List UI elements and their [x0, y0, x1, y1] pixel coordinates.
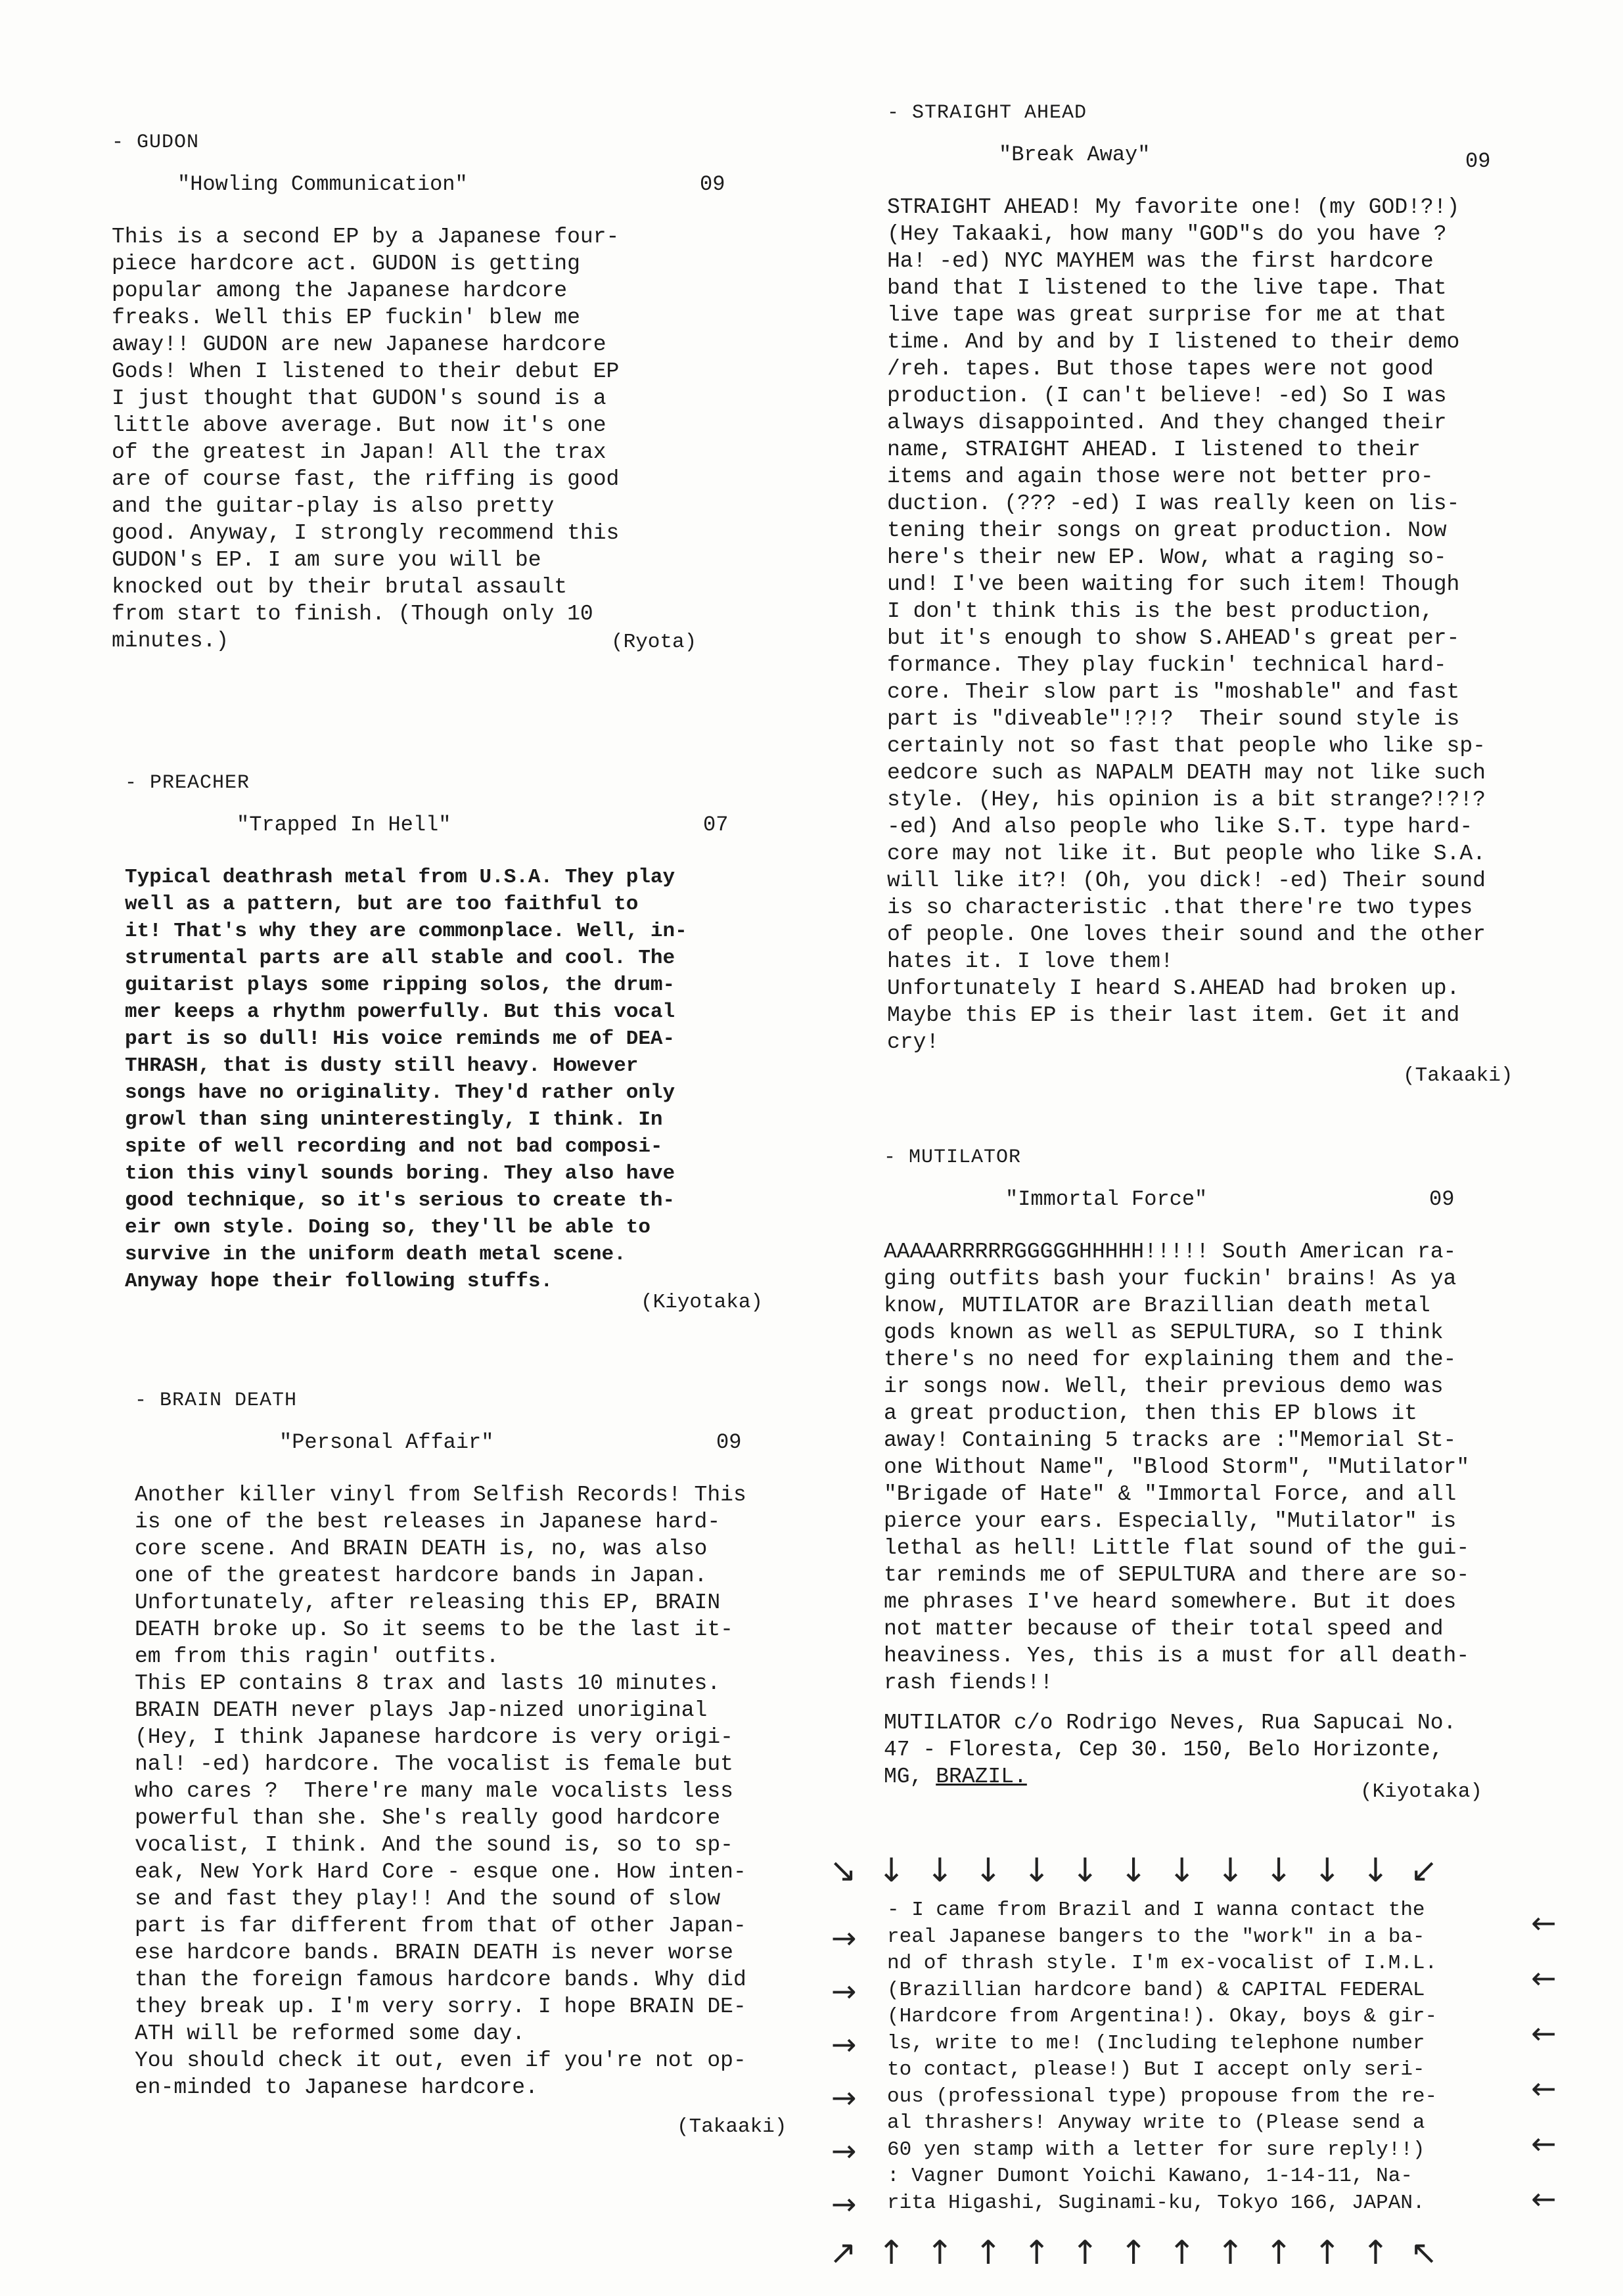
review-gudon — [112, 131, 769, 654]
score: 09 — [700, 172, 725, 196]
release-title: "Trapped In Hell" — [237, 813, 451, 837]
classified-line: : Vagner Dumont Yoichi Kawano, 1-14-11, Na- — [887, 2165, 1413, 2188]
review-line: growl than sing uninterestingly, I think. In — [125, 1108, 663, 1131]
review-line: duction. (??? -ed) I was really keen on lis- — [887, 491, 1460, 516]
review-line: me phrases I've heard somewhere. But it does — [884, 1590, 1457, 1614]
review-line: rash fiends!! — [884, 1671, 1053, 1695]
review-line: tening their songs on great production. Now — [887, 518, 1447, 543]
classified-line: (Brazillian hardcore band) & CAPITAL FEDERAL — [887, 1978, 1425, 2002]
review-line: und! I've been waiting for such item! Though — [887, 572, 1460, 597]
review-line: part is "diveable"!?!? Their sound style is — [887, 707, 1460, 731]
review-line: one Without Name", "Blood Storm", "Mutilator" — [884, 1455, 1470, 1479]
review-line: from start to finish. (Though only 10 — [112, 602, 593, 626]
classified-line: rita Higashi, Suginami-ku, Tokyo 166, JAPAN. — [887, 2191, 1425, 2215]
review-line: ese hardcore bands. BRAIN DEATH is never worse — [135, 1941, 733, 1965]
review-line: GUDON's EP. I am sure you will be — [112, 548, 541, 572]
band-name: - MUTILATOR — [884, 1146, 1022, 1169]
review-line: is so characteristic .that there're two types — [887, 895, 1473, 920]
reviewer-byline: (Takaaki) — [677, 2115, 787, 2138]
review-line: will like it?! (Oh, you dick! -ed) Their sound — [887, 868, 1486, 893]
review-line: not matter because of their total speed and — [884, 1617, 1444, 1641]
score: 09 — [716, 1430, 742, 1454]
review-line: they break up. I'm very sorry. I hope BRAIN DE- — [135, 1994, 746, 2019]
review-body — [125, 864, 802, 1295]
review-line: survive in the uniform death metal scene. — [125, 1243, 626, 1266]
review-line: time. And by and by I listened to their demo — [887, 330, 1460, 354]
address-line: 47 - Floresta, Cep 30. 150, Belo Horizonte, — [884, 1738, 1444, 1762]
review-body — [112, 223, 769, 654]
review-line: a great production, then this EP blows it — [884, 1401, 1417, 1426]
review-line: Unfortunately, after releasing this EP, BRAIN — [135, 1590, 721, 1615]
review-body — [887, 194, 1577, 1056]
classified-line: ls, write to me! (Including telephone number — [887, 2031, 1425, 2055]
classified-line: 60 yen stamp with a letter for sure reply!!) — [887, 2138, 1425, 2161]
review-line: You should check it out, even if you're not op- — [135, 2048, 746, 2073]
review-line: tar reminds me of SEPULTURA and there are so- — [884, 1563, 1470, 1587]
reviewer-byline: (Kiyotaka) — [1360, 1780, 1483, 1803]
review-line: part is far different from that of other Japan- — [135, 1914, 746, 1938]
review-brain-death — [135, 1389, 805, 2138]
review-line: This is a second EP by a Japanese four- — [112, 225, 620, 249]
classified-line: - I came from Brazil and I wanna contact the — [887, 1899, 1425, 1922]
review-body — [135, 1481, 805, 2101]
review-line: knocked out by their brutal assault — [112, 575, 568, 599]
review-body — [884, 1238, 1574, 1790]
review-line: tion this vinyl sounds boring. They also have — [125, 1162, 675, 1185]
review-line: spite of well recording and not bad composi- — [125, 1135, 663, 1158]
review-line: is one of the best releases in Japanese hard- — [135, 1510, 721, 1534]
review-line: core. Their slow part is "moshable" and fast — [887, 680, 1460, 704]
review-line: pierce your ears. Especially, "Mutilator" is — [884, 1509, 1457, 1533]
review-line: THRASH, that is dusty still heavy. However — [125, 1054, 639, 1077]
right-arrow-icon: → — [831, 2133, 857, 2169]
review-line: em from this ragin' outfits. — [135, 1644, 499, 1669]
review-line: but it's enough to show S.AHEAD's great per- — [887, 626, 1460, 650]
review-mutilator — [884, 1146, 1574, 1803]
classified-line: (Hardcore from Argentina!). Okay, boys & gir- — [887, 2005, 1438, 2028]
right-arrow-icon: → — [831, 2080, 857, 2115]
review-line: here's their new EP. Wow, what a raging so- — [887, 545, 1447, 570]
review-line: se and fast they play!! And the sound of slow — [135, 1887, 721, 1911]
review-line: there's no need for explaining them and the- — [884, 1347, 1457, 1372]
review-line: I don't think this is the best production, — [887, 599, 1434, 623]
spacer — [884, 1696, 1574, 1709]
review-line: name, STRAIGHT AHEAD. I listened to their — [887, 438, 1421, 462]
band-name: - PREACHER — [125, 772, 250, 794]
left-arrow-icon: ← — [1531, 2015, 1557, 2051]
review-line: well as a pattern, but are too faithful to — [125, 893, 639, 916]
review-line: (Hey, I think Japanese hardcore is very origi- — [135, 1725, 733, 1749]
review-line: of the greatest in Japan! All the trax — [112, 440, 606, 464]
review-line: DEATH broke up. So it seems to be the last it- — [135, 1617, 733, 1642]
review-line: piece hardcore act. GUDON is getting — [112, 252, 580, 276]
review-line: certainly not so fast that people who like sp- — [887, 734, 1486, 758]
review-line: ATH will be reformed some day. — [135, 2021, 526, 2046]
review-line: guitarist plays some ripping solos, the drum- — [125, 974, 675, 997]
release-title: "Immortal Force" — [1005, 1187, 1208, 1211]
review-line: Unfortunately I heard S.AHEAD had broken up. — [887, 976, 1460, 1001]
review-line: production. (I can't believe! -ed) So I was — [887, 384, 1447, 408]
release-title-line — [112, 172, 769, 198]
review-line: strumental parts are all stable and cool. The — [125, 947, 675, 970]
review-line: eedcore such as NAPALM DEATH may not like such — [887, 761, 1486, 785]
review-line: items and again those were not better pro- — [887, 464, 1434, 489]
left-arrow-icon: ← — [1531, 2126, 1557, 2161]
review-line: cry! — [887, 1030, 940, 1054]
review-line: who cares ? There're many male vocalists less — [135, 1779, 733, 1803]
review-line: know, MUTILATOR are Brazillian death metal — [884, 1294, 1430, 1318]
classified-line: real Japanese bangers to the "work" in a ba- — [887, 1925, 1425, 1948]
review-line: (Hey Takaaki, how many "GOD"s do you have ? — [887, 222, 1447, 246]
review-line: "Brigade of Hate" & "Immortal Force, and all — [884, 1482, 1457, 1506]
release-title-line — [887, 143, 1577, 173]
address-line: MUTILATOR c/o Rodrigo Neves, Rua Sapucai No. — [884, 1711, 1457, 1735]
review-line: part is so dull! His voice reminds me of DEA- — [125, 1027, 675, 1050]
classified-line: ous (professional type) propouse from the re- — [887, 2084, 1438, 2108]
review-line: one of the greatest hardcore bands in Japan. — [135, 1564, 708, 1588]
review-line: than the foreign famous hardcore bands. Why did — [135, 1968, 746, 1992]
review-line: nal! -ed) hardcore. The vocalist is female but — [135, 1752, 733, 1776]
review-line: minutes.) — [112, 629, 229, 653]
review-line: I just thought that GUDON's sound is a — [112, 386, 606, 411]
review-line: Typical deathrash metal from U.S.A. They play — [125, 866, 675, 889]
review-line: eir own style. Doing so, they'll be able to — [125, 1216, 651, 1239]
band-name: - STRAIGHT AHEAD — [887, 102, 1087, 124]
bottom-arrow-row: ↗ ↑ ↑ ↑ ↑ ↑ ↑ ↑ ↑ ↑ ↑ ↑ ↖ — [829, 2234, 1438, 2272]
review-line: Ha! -ed) NYC MAYHEM was the first hardcore — [887, 249, 1434, 273]
left-arrow-icon: ← — [1531, 2181, 1557, 2217]
review-line: band that I listened to the live tape. That — [887, 276, 1447, 300]
review-line: ging outfits bash your fuckin' brains! As ya — [884, 1267, 1457, 1291]
right-arrow-icon: → — [831, 2186, 857, 2222]
review-line: little above average. But now it's one — [112, 413, 606, 438]
review-line: core may not like it. But people who like S.A. — [887, 842, 1486, 866]
review-line: Maybe this EP is their last item. Get it and — [887, 1003, 1460, 1027]
review-line: powerful than she. She's really good hardcore — [135, 1806, 721, 1830]
review-line: vocalist, I think. And the sound is, so to sp- — [135, 1833, 733, 1857]
review-line: freaks. Well this EP fuckin' blew me — [112, 305, 580, 330]
right-arrow-icon: → — [831, 1920, 857, 1956]
review-line: Anyway hope their following stuffs. — [125, 1270, 553, 1293]
band-name: - BRAIN DEATH — [135, 1389, 298, 1412]
review-line: Another killer vinyl from Selfish Records! This — [135, 1483, 746, 1507]
review-line: popular among the Japanese hardcore — [112, 279, 568, 303]
classified-line: nd of thrash style. I'm ex-vocalist of I.M.L. — [887, 1952, 1438, 1975]
address-prefix: MG, — [884, 1765, 936, 1789]
review-line: core scene. And BRAIN DEATH is, no, was also — [135, 1537, 708, 1561]
review-line: BRAIN DEATH never plays Jap-nized unoriginal — [135, 1698, 708, 1722]
review-line: it! That's why they are commonplace. Well, in- — [125, 920, 687, 943]
review-line: lethal as hell! Little flat sound of the gui- — [884, 1536, 1470, 1560]
review-preacher — [125, 772, 802, 1314]
review-line: ir songs now. Well, their previous demo was — [884, 1374, 1444, 1399]
review-line: away! Containing 5 tracks are :"Memorial St- — [884, 1428, 1457, 1452]
band-name: - GUDON — [112, 131, 200, 154]
review-line: Gods! When I listened to their debut EP — [112, 359, 620, 384]
classified-body — [887, 1897, 1437, 2217]
review-line: eak, New York Hard Core - esque one. How inten- — [135, 1860, 746, 1884]
review-line: /reh. tapes. But those tapes were not good — [887, 357, 1434, 381]
release-title-line — [135, 1430, 805, 1456]
review-line: style. (Hey, his opinion is a bit strange?!?!? — [887, 788, 1486, 812]
review-line: mer keeps a rhythm powerfully. But this vocal — [125, 1001, 675, 1024]
review-line: heaviness. Yes, this is a must for all death- — [884, 1644, 1470, 1668]
score: 09 — [1429, 1187, 1455, 1211]
score: 07 — [703, 813, 729, 837]
review-line: of people. One loves their sound and the other — [887, 922, 1486, 947]
review-line: songs have no originality. They'd rather only — [125, 1081, 675, 1104]
review-line: always disappointed. And they changed their — [887, 411, 1447, 435]
review-line: good technique, so it's serious to create th- — [125, 1189, 675, 1212]
score: 09 — [1465, 149, 1491, 173]
right-arrow-column — [1531, 1895, 1557, 2226]
review-line: -ed) And also people who like S.T. type hard- — [887, 815, 1473, 839]
left-arrow-icon: ← — [1531, 1960, 1557, 1996]
review-line: hates it. I love them! — [887, 949, 1174, 974]
review-line: away!! GUDON are new Japanese hardcore — [112, 332, 606, 357]
right-arrow-icon: → — [831, 1973, 857, 2009]
review-line: gods known as well as SEPULTURA, so I think — [884, 1320, 1444, 1345]
review-line: and the guitar-play is also pretty — [112, 494, 555, 518]
release-title-line — [125, 813, 802, 839]
review-line: This EP contains 8 trax and lasts 10 minutes. — [135, 1671, 721, 1696]
release-title-line — [884, 1187, 1574, 1213]
release-title: "Break Away" — [999, 143, 1151, 167]
review-line: live tape was great surprise for me at that — [887, 303, 1447, 327]
address-country: BRAZIL. — [936, 1765, 1027, 1789]
left-arrow-icon: ← — [1531, 2071, 1557, 2106]
review-line: STRAIGHT AHEAD! My favorite one! (my GOD!?!) — [887, 195, 1460, 219]
classified-line: to contact, please!) But I accept only seri- — [887, 2058, 1425, 2081]
release-title: "Howling Communication" — [177, 172, 468, 196]
review-line: formance. They play fuckin' technical hard- — [887, 653, 1447, 677]
reviewer-byline: (Ryota) — [611, 631, 697, 654]
review-line: en-minded to Japanese hardcore. — [135, 2075, 538, 2100]
top-arrow-row: ↘ ↓ ↓ ↓ ↓ ↓ ↓ ↓ ↓ ↓ ↓ ↓ ↙ — [829, 1851, 1438, 1889]
release-title: "Personal Affair" — [279, 1430, 494, 1454]
reviewer-byline: (Kiyotaka) — [641, 1291, 764, 1314]
left-arrow-icon: ← — [1531, 1905, 1557, 1941]
review-straight-ahead — [887, 102, 1577, 1087]
left-arrow-column — [831, 1912, 857, 2231]
reviewer-byline: (Takaaki) — [1403, 1064, 1513, 1087]
review-line: AAAAARRRRRGGGGGHHHHH!!!!! South American ra- — [884, 1240, 1457, 1264]
review-line: are of course fast, the riffing is good — [112, 467, 620, 491]
right-arrow-icon: → — [831, 2027, 857, 2062]
review-line: good. Anyway, I strongly recommend this — [112, 521, 620, 545]
classified-line: al thrashers! Anyway write to (Please send a — [887, 2111, 1425, 2134]
